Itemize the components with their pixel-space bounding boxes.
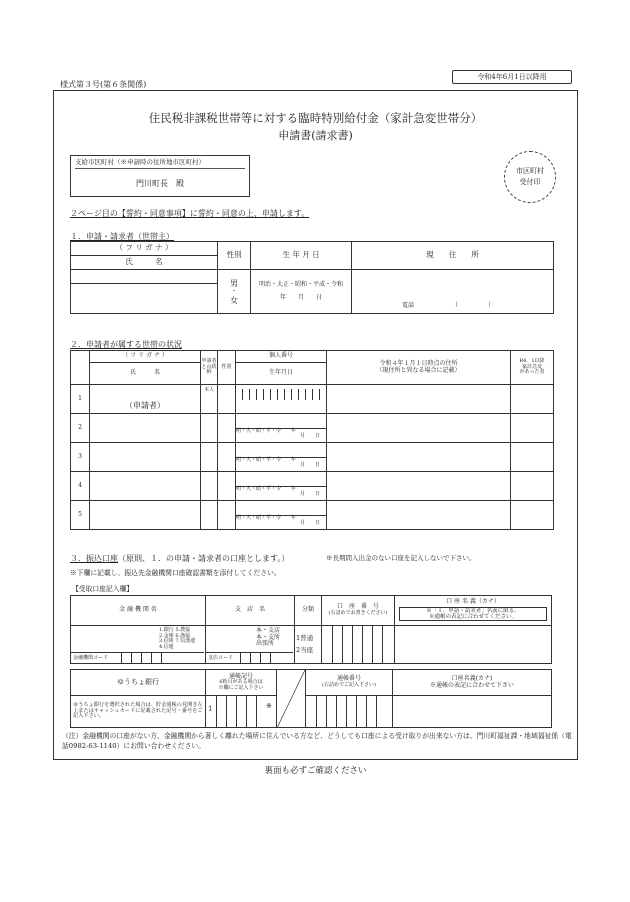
applicant-address-field[interactable] xyxy=(352,270,554,314)
household-change-field[interactable] xyxy=(511,501,554,530)
birth-era: 明・大・昭・平・令 年 xyxy=(236,456,297,463)
change-header-line2: 家計急変 xyxy=(521,363,542,370)
sex-male: 男 xyxy=(230,278,238,288)
household-table xyxy=(70,350,554,530)
household-mynumber-field[interactable] xyxy=(236,385,327,414)
household-mynumber-field[interactable] xyxy=(236,443,327,472)
household-address-header xyxy=(327,351,511,385)
section3-heading xyxy=(70,553,289,564)
household-name-field[interactable] xyxy=(90,501,201,530)
household-relation-header: 申請者との続柄 xyxy=(201,351,218,385)
row-number: 2 xyxy=(71,414,90,443)
account-kind-header: 分類 xyxy=(295,596,322,626)
yucho-passbook-field[interactable] xyxy=(306,696,393,728)
household-relation-field[interactable] xyxy=(201,472,218,501)
section3-subtitle: （原則、１．の申請・請求者の口座とします。） xyxy=(118,554,290,563)
household-mynumber-field[interactable] xyxy=(236,501,327,530)
household-address-field[interactable] xyxy=(327,414,511,443)
applicant-sex-header: 性別 xyxy=(218,242,251,270)
branch-type-3: 出張所 xyxy=(256,640,275,648)
yucho-holder-note: ※通帳の表記に合わせて下さい xyxy=(429,681,514,689)
change-header-line1: R4．1以降 xyxy=(519,358,545,365)
yucho-symbol-header xyxy=(206,670,277,696)
household-address-field[interactable] xyxy=(327,385,511,414)
applicant-table xyxy=(70,241,554,314)
change-header-line3: があった者 xyxy=(519,369,545,376)
household-change-field[interactable] xyxy=(511,414,554,443)
reception-stamp-area xyxy=(504,151,556,203)
bank-code-field[interactable] xyxy=(71,652,204,663)
household-relation-field[interactable] xyxy=(201,414,218,443)
symbol-star: ※ xyxy=(266,702,272,710)
birth-md: 月 日 xyxy=(299,491,320,497)
symbol-title: 通帳記号 xyxy=(228,672,253,680)
applicant-birth-field[interactable] xyxy=(251,270,352,314)
section1-title: １．申請・請求者（世帯主） xyxy=(70,232,174,241)
household-name-header: 氏 名 xyxy=(90,363,201,385)
household-mynumber-field[interactable] xyxy=(236,414,327,443)
yucho-passbook-header xyxy=(306,670,393,696)
birth-era: 明・大・昭・平・令 年 xyxy=(236,514,297,521)
applicant-sex-field[interactable] xyxy=(218,270,251,314)
household-furigana-header: （ フ リ ガ ナ ） xyxy=(90,351,201,363)
table-row xyxy=(71,472,554,501)
household-mynumber-header: 個人番号 xyxy=(236,351,327,363)
account-number-field[interactable] xyxy=(322,626,395,664)
section3-attach-note: ※下欄に記載し、振込先金融機関口座確認書類を添付してください。 xyxy=(70,569,281,577)
applicant-furigana-field[interactable] xyxy=(71,270,218,284)
yucho-holder-title: 口座名義(カナ) xyxy=(451,674,493,682)
row-number: 4 xyxy=(71,472,90,501)
row-number: 5 xyxy=(71,501,90,530)
yucho-bank-header: ゆうちょ銀行 xyxy=(71,670,206,696)
section3-warning: ※長期間入出金のない口座を記入しないで下さい。 xyxy=(326,554,476,562)
household-name-field[interactable] xyxy=(90,472,201,501)
birth-era: 明・大・昭・平・令 年 xyxy=(236,485,297,492)
symbol-sub1: 6桁目がある場合は xyxy=(219,679,263,686)
household-address-field[interactable] xyxy=(327,472,511,501)
account-holder-header xyxy=(395,596,552,626)
yucho-divider xyxy=(277,696,306,728)
applicant-name-header: 氏 名 xyxy=(71,256,218,270)
applicant-furigana-header: （ フ リ ガ ナ ） xyxy=(71,242,218,256)
passbook-title: 通帳番号 xyxy=(336,675,361,683)
household-change-field[interactable] xyxy=(511,385,554,414)
symbol-prefix: 1 xyxy=(208,705,213,713)
applicant-address-header: 現 住 所 xyxy=(352,242,554,270)
applicant-name-field[interactable] xyxy=(71,284,218,314)
household-change-header xyxy=(511,351,554,385)
household-mynumber-field[interactable] xyxy=(236,472,327,501)
applicant-birth-header: 生 年 月 日 xyxy=(251,242,352,270)
table-row xyxy=(71,443,554,472)
yucho-holder-header xyxy=(393,670,552,696)
household-relation-field[interactable] xyxy=(201,443,218,472)
bank-type-3: 3.信組 7.信漁連 xyxy=(159,638,196,644)
holder-note-box xyxy=(399,607,547,621)
sex-separator: ・ xyxy=(230,287,237,295)
recipient-box xyxy=(70,155,250,197)
household-sex-field[interactable] xyxy=(218,385,236,414)
footnote: （注）金融機関の口座がない方、金融機関から著しく離れた場所に住んでいる方など、どうしても口座による受け取りが出来ない方は、門川町福祉課・地域福祉係（電話0982-63-1140）にお問い合わせください。 xyxy=(62,732,572,750)
kind-ordinary: 1普通 xyxy=(296,634,314,643)
era-options: 明治・大正・昭和・平成・令和 xyxy=(258,280,343,288)
branch-name-field[interactable] xyxy=(206,626,295,664)
phone-paren: （ ） xyxy=(452,302,495,310)
symbol-sub2: ※欄にご記入下さい xyxy=(218,684,264,691)
household-sex-header: 性別 xyxy=(218,351,236,385)
table-row xyxy=(71,501,554,530)
bank-code-label: 金融機関コード xyxy=(73,655,109,661)
bank-type-list xyxy=(159,628,195,650)
address-header-line2: （現住所と異なる場合に記載） xyxy=(376,366,461,374)
holder-title: 口 座 名 義（カナ） xyxy=(446,598,500,605)
household-sex-field[interactable] xyxy=(218,443,236,472)
household-name-field[interactable] xyxy=(90,414,201,443)
passbook-sub: (右詰めでご記入下さい) xyxy=(322,682,376,689)
birth-md: 月 日 xyxy=(299,462,320,468)
holder-note2: ※通帳の表記に合わせてください。 xyxy=(428,613,517,620)
birth-md: 月 日 xyxy=(299,433,320,439)
branch-type-list xyxy=(256,628,280,648)
yucho-instructions: ゆうちょ銀行を選択された場合は、貯金通帳の見開き左上またはキャッシュカードに記載された記号・番号をご記入下さい。 xyxy=(71,696,206,728)
birth-era: 明・大・昭・平・令 年 xyxy=(236,427,297,434)
phone-label: 電話 xyxy=(402,302,415,310)
bank-type-2: 2.金庫 6.漁協 xyxy=(159,632,191,639)
household-sex-field[interactable] xyxy=(218,472,236,501)
branch-name-header: 支 店 名 xyxy=(206,596,295,626)
branch-code-label: 支店コード xyxy=(208,655,234,661)
branch-type-1: 本・支店 xyxy=(256,627,281,634)
household-name-field[interactable]: （申請者） xyxy=(90,385,201,414)
stamp-line1: 市区町村 xyxy=(516,167,544,175)
effective-date-badge: 令和4年6月1日以降用 xyxy=(452,70,572,84)
pledge-statement: ２ページ目の【誓約・同意事項】に誓約・同意の上、申請します。 xyxy=(70,209,310,218)
row-number: 1 xyxy=(71,385,90,414)
household-sex-field[interactable] xyxy=(218,501,236,530)
form-title: 住民税非課税世帯等に対する臨時特別給付金（家計急変世帯分） xyxy=(148,111,483,125)
row-number: 3 xyxy=(71,443,90,472)
diagonal-line xyxy=(277,670,305,728)
table-row xyxy=(71,414,554,443)
yucho-symbol-field[interactable] xyxy=(206,696,277,728)
birth-md: 月 日 xyxy=(299,520,320,526)
back-page-notice: 裏面も必ずご確認ください xyxy=(264,766,367,776)
branch-code-field[interactable] xyxy=(206,652,293,663)
table-row xyxy=(71,385,554,414)
section3-title: ３．振込口座 xyxy=(70,554,118,563)
bank-name-header: 金 融 機 関 名 xyxy=(71,596,206,626)
birth-ymd: 年 月 日 xyxy=(279,293,322,301)
recipient-name: 門川町長 殿 xyxy=(136,179,184,188)
household-change-field[interactable] xyxy=(511,443,554,472)
stamp-line2: 受付印 xyxy=(519,178,541,186)
household-address-field[interactable] xyxy=(327,443,511,472)
bank-type-4: 4.信連 xyxy=(159,643,174,650)
form-number: 様式第３号(第６条関係) xyxy=(60,80,147,89)
account-holder-field[interactable] xyxy=(395,626,552,664)
household-change-field[interactable] xyxy=(511,472,554,501)
household-sex-field[interactable] xyxy=(218,414,236,443)
bank-type-1: 1.銀行 5.農協 xyxy=(159,627,191,633)
bank-name-field[interactable] xyxy=(71,626,206,664)
holder-note1: ※「１．申請・請求者」名義に限る。 xyxy=(426,607,520,614)
household-address-field[interactable] xyxy=(327,501,511,530)
household-relation-field[interactable]: 本人 xyxy=(201,385,218,414)
recipient-label: 支給市区町村（※申請時の住所地市区町村） xyxy=(75,159,245,169)
form-subtitle: 申請書(請求書) xyxy=(278,129,353,142)
bank-account-table xyxy=(70,595,552,664)
account-number-header xyxy=(322,596,395,626)
section2-title: ２．申請者が属する世帯の状況 xyxy=(70,340,182,349)
yucho-table xyxy=(70,669,552,728)
sex-female: 女 xyxy=(230,295,238,305)
kind-current: 2当座 xyxy=(296,645,314,654)
account-number-sub: (右詰めでお書きください) xyxy=(328,610,388,617)
account-number-title: 口 座 番 号 xyxy=(336,603,379,611)
household-name-field[interactable] xyxy=(90,443,201,472)
account-box-label: 【受取口座記入欄】 xyxy=(72,585,134,593)
address-header-line1: 令和４年１月１日時点の住所 xyxy=(379,359,458,367)
yucho-holder-field[interactable] xyxy=(393,696,552,728)
household-birth-header: 生年月日 xyxy=(236,363,327,385)
account-kind-field[interactable] xyxy=(295,626,322,664)
branch-type-2: 本・支所 xyxy=(256,633,281,641)
household-relation-field[interactable] xyxy=(201,501,218,530)
